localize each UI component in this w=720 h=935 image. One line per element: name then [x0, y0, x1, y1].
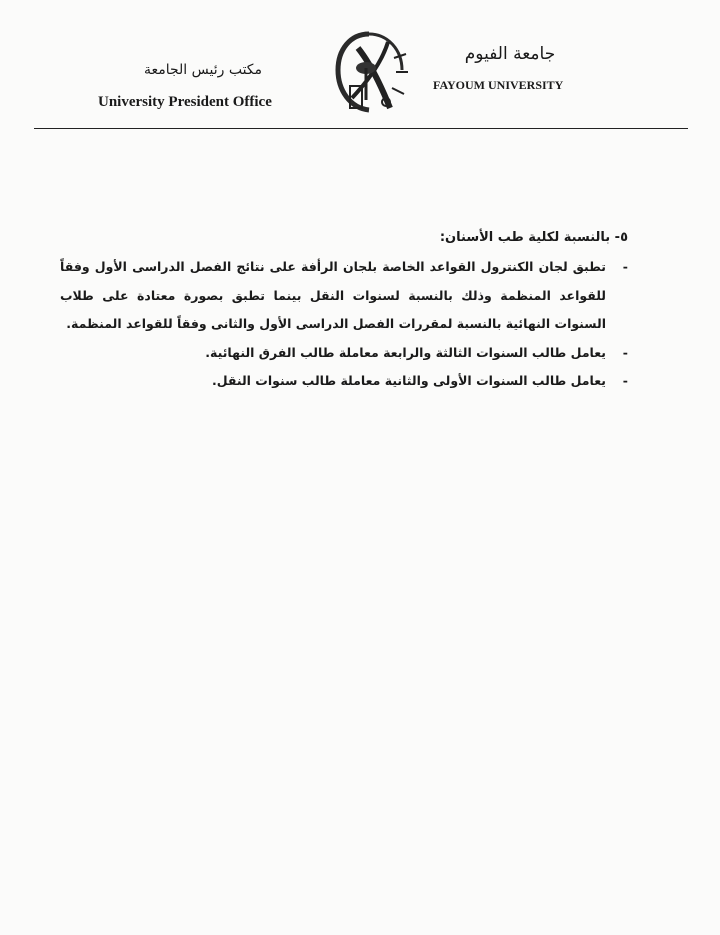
list-item-text: يعامل طالب السنوات الثالثة والرابعة معاملة طالب الفرق النهائية.: [205, 344, 606, 360]
letterhead: [0, 0, 720, 135]
university-name-arabic: جامعة الفيوم: [464, 44, 556, 64]
rules-list: [60, 253, 628, 396]
list-item: [60, 253, 628, 339]
list-item: [60, 367, 628, 396]
office-name-arabic: مكتب رئيس الجامعة: [143, 62, 263, 78]
bullet-dash: -: [622, 259, 628, 274]
university-logo: [328, 28, 410, 116]
list-item-text: تطبق لجان الكنترول القواعد الخاصة بلجان الرأفة على نتائج الفصل الدراسى الأول وفقاً للقواعد المنظمة وذلك بالنسبة لسنوات النقل بينما تطبق بصورة معتادة على طلاب السنوات النهائية بالنسبة لمقررات الفصل الدراسى الأول والثانى وفقاً للقواعد المنظمة.: [60, 259, 606, 331]
office-name-english: University President Office: [98, 94, 272, 110]
list-item-text: يعامل طالب السنوات الأولى والثانية معاملة طالب سنوات النقل.: [211, 373, 606, 388]
list-item: [60, 339, 628, 368]
section-heading: ٥- بالنسبة لكلية طب الأسنان:: [439, 230, 628, 245]
document-body: [60, 230, 628, 396]
bullet-dash: -: [622, 373, 628, 388]
bullet-dash: -: [622, 344, 628, 360]
header-divider: [34, 128, 688, 129]
university-name-english: FAYOUM UNIVERSITY: [433, 78, 564, 92]
